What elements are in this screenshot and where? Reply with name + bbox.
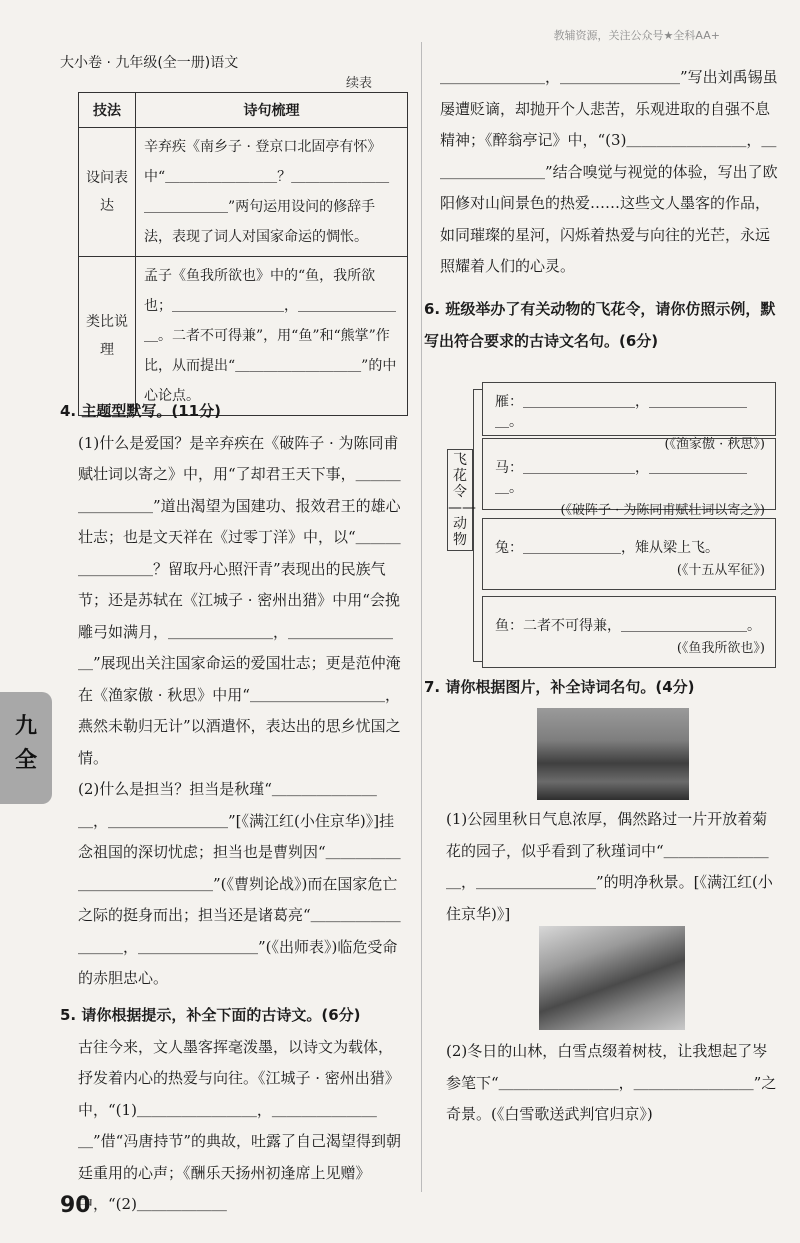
- question-5-body: 古往今来，文人墨客挥毫泼墨，以诗文为载体，抒发着内心的热爱与向往。《江城子 · 密州出猎》中，“(1)＿＿＿＿＿＿＿＿，＿＿＿＿＿＿＿＿”借“冯唐持节”的典故，吐露了自己渴望得到朝廷重用的心声；《酬乐天扬州初逢席上见赠》中，“(2)＿＿＿＿＿＿: [78, 1037, 402, 1213]
- brace-decoration: [473, 389, 482, 662]
- table-cell-content: 孟子《鱼我所欲也》中的“鱼，我所欲也；＿＿＿＿＿＿＿＿，＿＿＿＿＿＿＿＿。二者不可得兼”，用“鱼”和“熊掌”作比，从而提出“＿＿＿＿＿＿＿＿＿”的中心论点。: [136, 257, 408, 416]
- question-6-title-text: 6. 班级举办了有关动物的飞花令，请你仿照示例，默写出符合要求的古诗文名句。(6分): [424, 300, 776, 350]
- feihualing-line: 兔：＿＿＿＿＿＿＿，雉从梁上飞。: [495, 540, 719, 556]
- chapter-side-tab: [0, 692, 52, 804]
- question-5: [60, 1000, 405, 1221]
- question-4-title: 4. 主题型默写。(11分): [60, 402, 221, 420]
- question-5-continued: ＿＿＿＿＿＿＿，＿＿＿＿＿＿＿＿”写出刘禹锡虽屡遭贬谪，却抛开个人悲苦，乐观进取的自强不息精神；《醉翁亭记》中，“(3)＿＿＿＿＿＿＿＿，＿＿＿＿＿＿＿＿”结合嗅觉与视觉的体验，写出了欧阳修对山间景色的热爱……这些文人墨客的作品，如同璀璨的星河，闪烁着热爱与向往的光芒，永远照耀着人们的心灵。: [440, 68, 778, 275]
- question-7-part2: (2)冬日的山林，白雪点缀着树枝，让我想起了岑参笔下“＿＿＿＿＿＿＿＿，＿＿＿＿＿＿＿＿”之奇景。(《白雪歌送武判官归京》): [446, 1042, 777, 1123]
- table-cell-technique: 设问表达: [79, 128, 136, 257]
- feihualing-item: [482, 382, 776, 452]
- book-title: 大小卷 · 九年级(全一册)语文: [60, 55, 239, 71]
- feihualing-source: (《破阵子 · 为陈同甫赋壮词以寄之》): [560, 503, 765, 518]
- table-head-content: 诗句梳理: [136, 93, 408, 128]
- question-4: [60, 396, 405, 995]
- table-row: [79, 128, 408, 257]
- snowy-tree-photo: [539, 926, 685, 1030]
- page-number: 90: [60, 1193, 91, 1218]
- feihualing-line: 鱼：二者不可得兼，＿＿＿＿＿＿＿＿＿。: [495, 618, 761, 634]
- feihualing-line: 雁：＿＿＿＿＿＿＿＿，＿＿＿＿＿＿＿＿。: [495, 394, 747, 430]
- table-cell-technique: 类比说理: [79, 257, 136, 416]
- technique-table: [78, 92, 408, 416]
- question-7-title: [424, 672, 780, 704]
- feihualing-item: [482, 518, 776, 590]
- feihualing-line: 马：＿＿＿＿＿＿＿＿，＿＿＿＿＿＿＿＿。: [495, 460, 747, 496]
- table-row: [79, 257, 408, 416]
- table-continued-label: 续表: [346, 76, 373, 91]
- feihualing-source: (《十五从军征》): [676, 563, 765, 578]
- header-watermark: 教辅资源，关注公众号★全科AA+: [553, 29, 720, 42]
- question-4-part1: (1)什么是爱国？是辛弃疾在《破阵子 · 为陈同甫赋壮词以寄之》中，用“了却君王天下事，＿＿＿＿＿＿＿＿”道出渴望为国建功、报效君王的雄心壮志；也是文天祥在《过零丁洋》中，以“＿＿＿＿＿＿＿＿？留取丹心照汗青”表现出的民族气节；还是苏轼在《江城子 · 密州出猎》中用“会挽雕弓如满月，＿＿＿＿＿＿＿，＿＿＿＿＿＿＿＿”展现出关注国家命运的爱国壮志；更是范仲淹在《渔家傲 · 秋思》中用“＿＿＿＿＿＿＿＿＿，燕然未勒归无计”以酒遣怀，表达出的思乡忧国之情。: [78, 433, 401, 767]
- column-divider: [421, 42, 422, 1192]
- question-6-title: [424, 294, 780, 357]
- feihualing-source: (《鱼我所欲也》): [676, 641, 765, 656]
- question-7-part1: (1)公园里秋日气息浓厚，偶然路过一片开放着菊花的园子，似乎看到了秋瑾词中“＿＿＿＿＿＿＿＿，＿＿＿＿＿＿＿＿”的明净秋景。[《满江红(小住京华)》]: [446, 810, 773, 923]
- chrysanthemum-garden-photo: [537, 708, 689, 800]
- feihualing-item: [482, 596, 776, 668]
- question-4-part2: (2)什么是担当？担当是秋瑾“＿＿＿＿＿＿＿＿，＿＿＿＿＿＿＿＿”[《满江红(小住京华)》]挂念祖国的深切忧虑；担当也是曹刿因“＿＿＿＿＿＿＿＿＿＿＿＿＿＿”(《曹刿论战》)而在国家危亡之际的挺身而出；担当还是诸葛亮“＿＿＿＿＿＿＿＿＿，＿＿＿＿＿＿＿＿”(《出师表》)临危受命的赤胆忠心。: [78, 780, 401, 987]
- question-5-title: 5. 请你根据提示，补全下面的古诗文。(6分): [60, 1006, 361, 1024]
- feihualing-label: 飞花令——动物: [447, 449, 473, 551]
- table-head-technique: 技法: [79, 93, 136, 128]
- question-7-title-text: 7. 请你根据图片，补全诗词名句。(4分): [424, 678, 695, 696]
- side-tab-label: 九全: [15, 714, 38, 773]
- table-cell-content: 辛弃疾《南乡子 · 登京口北固亭有怀》中“＿＿＿＿＿＿＿＿？＿＿＿＿＿＿＿＿＿＿＿＿＿”两句运用设问的修辞手法，表现了词人对国家命运的惆怅。: [136, 128, 408, 257]
- feihualing-source: (《渔家傲 · 秋思》): [664, 437, 765, 452]
- feihualing-item: [482, 438, 776, 518]
